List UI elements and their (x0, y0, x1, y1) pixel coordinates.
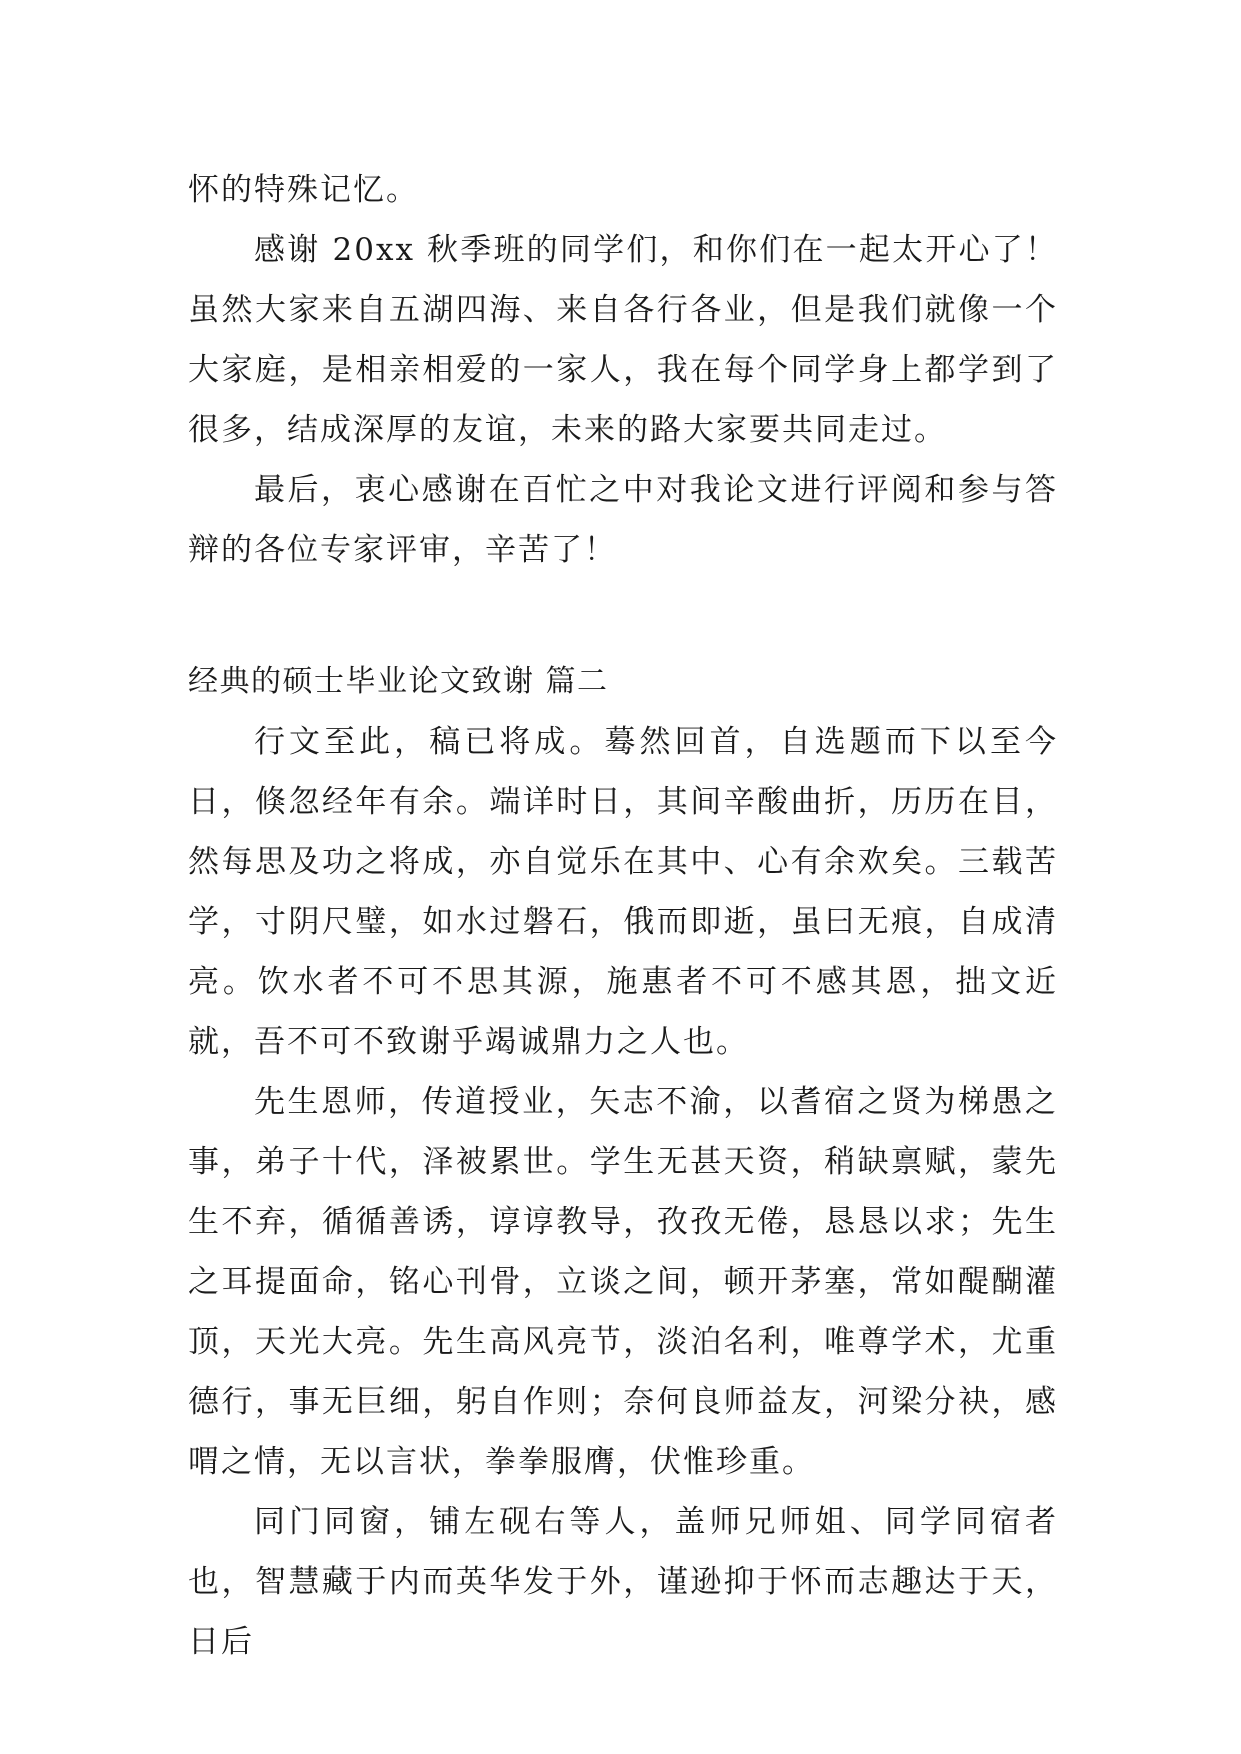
paragraph-thanks-classmates: 感谢 20xx 秋季班的同学们，和你们在一起太开心了！虽然大家来自五湖四海、来自各行各业，但是我们就像一个大家庭，是相亲相爱的一家人，我在每个同学身上都学到了很多，结成深厚的友谊，未来的路大家要共同走过。 (188, 232, 1058, 448)
paragraph-thanks-peers: 同门同窗，铺左砚右等人，盖师兄师姐、同学同宿者也，智慧藏于内而英华发于外，谨逊抑于怀而志趣达于天，日后 (188, 1504, 1058, 1660)
paragraph-thanks-advisor: 先生恩师，传道授业，矢志不渝，以耆宿之贤为梯愚之事，弟子十代，泽被累世。学生无甚天资，稍缺禀赋，蒙先生不弃，循循善诱，谆谆教导，孜孜无倦，恳恳以求；先生之耳提面命，铭心刊骨，立谈之间，顿开茅塞，常如醍醐灌顶，天光大亮。先生高风亮节，淡泊名利，唯尊学术，尤重德行，事无巨细，躬自作则；奈何良师益友，河梁分袂，感喟之情，无以言状，拳拳服膺，伏惟珍重。 (188, 1084, 1058, 1480)
paragraph-thanks-reviewers: 最后，衷心感谢在百忙之中对我论文进行评阅和参与答辩的各位专家评审，辛苦了！ (188, 472, 1058, 568)
paragraph-preface: 行文至此，稿已将成。蓦然回首，自选题而下以至今日，倏忽经年有余。端详时日，其间辛酸曲折，历历在目，然每思及功之将成，亦自觉乐在其中、心有余欢矣。三载苦学，寸阴尺璧，如水过磐石，俄而即逝，虽曰无痕，自成清亮。饮水者不可不思其源，施惠者不可不感其恩，拙文近就，吾不可不致谢乎竭诚鼎力之人也。 (188, 724, 1058, 1060)
section-gap (188, 580, 1058, 652)
paragraph-continuation: 怀的特殊记忆。 (188, 172, 419, 208)
document-body (188, 160, 1058, 1672)
section-heading: 经典的硕士毕业论文致谢 篇二 (188, 664, 609, 699)
